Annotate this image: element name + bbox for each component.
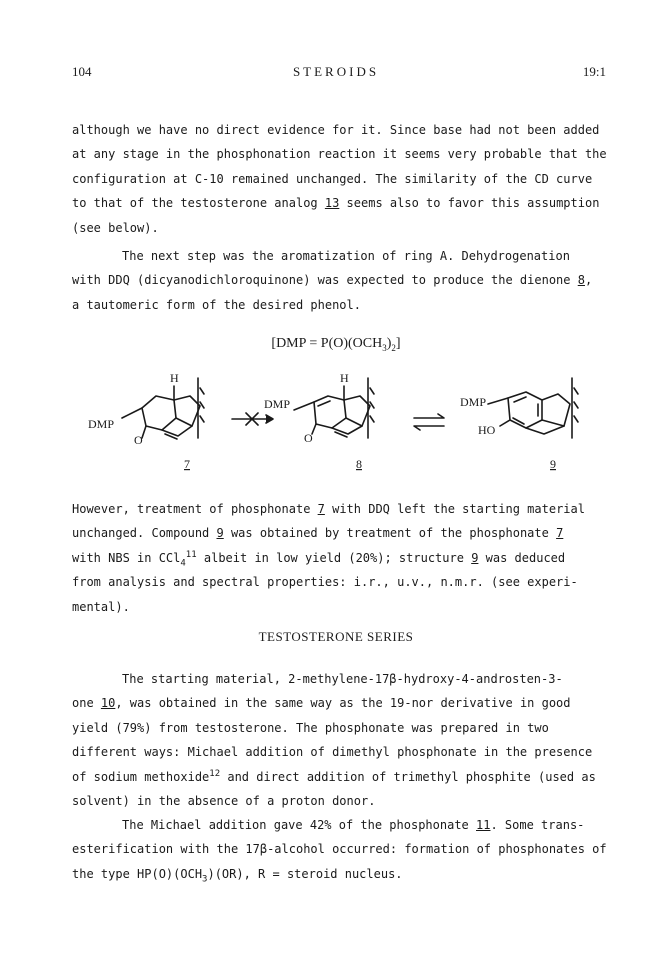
running-title: STEROIDS bbox=[292, 64, 380, 79]
dmp-definition: $[DMP = P(O)(OCH_3)_2]$ bbox=[271, 336, 401, 353]
text-line: unchanged. Compound 9 was obtained by treatment of the phosphonate 7 bbox=[72, 526, 564, 541]
text-line: from analysis and spectral properties: i.r., u.v., n.m.r. (see experi- bbox=[72, 575, 578, 590]
dmp-label: DMP bbox=[88, 417, 115, 431]
text-line: The next step was the aromatization of ring A. Dehydrogenation bbox=[122, 249, 570, 263]
equilibrium-arrows bbox=[414, 414, 444, 430]
text-line: a tautomeric form of the desired phenol. bbox=[72, 297, 361, 312]
oxygen-label: O bbox=[304, 431, 313, 445]
text-line: mental). bbox=[72, 599, 130, 614]
text-line: The Michael addition gave 42% of the phosphonate 11. Some trans- bbox=[122, 818, 585, 832]
structure-9 bbox=[488, 378, 578, 438]
text-line: configuration at C-10 remained unchanged. The similarity of the CD curve bbox=[72, 171, 593, 186]
text-line: (see below). bbox=[72, 220, 159, 235]
compound-ref: 7 bbox=[556, 526, 564, 541]
text-line: although we have no direct evidence for it. Since base had not been added bbox=[72, 123, 600, 137]
dmp-label: DMP bbox=[460, 395, 487, 409]
compound-ref: 10 bbox=[100, 696, 116, 711]
text-line: to that of the testosterone analog 13 seems also to favor this assumption bbox=[72, 196, 600, 211]
text-line: The starting material, 2-methylene-17β-hydroxy-4-androsten-3- bbox=[122, 672, 563, 686]
section-heading: TESTOSTERONE SERIES bbox=[258, 629, 414, 644]
reaction-scheme bbox=[80, 368, 600, 480]
text-line: esterification with the 17β-alcohol occurred: formation of phosphonates of bbox=[72, 842, 607, 857]
text-line: with NBS in CCl$_4^{11}$ albeit in low yield (20%); structure 9 was deduced bbox=[72, 549, 566, 569]
structure-7 bbox=[122, 378, 204, 439]
text-line: the type $HP(O)(OCH_3)(OR)$, R = steroid nucleus. bbox=[72, 866, 403, 885]
compound-ref: 9 bbox=[216, 526, 224, 541]
compound-label-8: 8 bbox=[356, 457, 362, 471]
compound-label-9: 9 bbox=[550, 457, 556, 471]
compound-ref: 9 bbox=[471, 550, 479, 565]
hydrogen-label: H bbox=[340, 371, 349, 385]
dmp-label: DMP bbox=[264, 397, 291, 411]
text-line: with DDQ (dicyanodichloroquinone) was expected to produce the dienone 8, bbox=[72, 273, 593, 288]
text-line: yield (79%) from testosterone. The phosphonate was prepared in two bbox=[72, 720, 549, 735]
page-number: 104 bbox=[72, 64, 92, 79]
compound-ref: 7 bbox=[317, 502, 325, 516]
paragraph-5 bbox=[72, 813, 612, 886]
text-line: However, treatment of phosphonate 7 with DDQ left the starting material bbox=[72, 502, 585, 516]
compound-ref: 11 bbox=[476, 818, 491, 832]
hydrogen-label: H bbox=[170, 371, 179, 385]
text-line: different ways: Michael addition of dimethyl phosphonate in the presence bbox=[72, 745, 593, 760]
structure-8 bbox=[294, 378, 374, 438]
text-line: solvent) in the absence of a proton donor. bbox=[72, 794, 376, 809]
text-line: one 10, was obtained in the same way as the 19-nor derivative in good bbox=[72, 696, 571, 711]
compound-label-7: 7 bbox=[184, 457, 190, 471]
paragraph-1 bbox=[72, 118, 612, 240]
citation-ref: 11 bbox=[185, 549, 197, 560]
volume-issue: 19:1 bbox=[582, 64, 606, 79]
oxygen-label: O bbox=[134, 433, 143, 447]
text-line: of sodium methoxide$^{12}$ and direct addition of trimethyl phosphite (used as bbox=[72, 768, 596, 784]
text-line: at any stage in the phosphonation reaction it seems very probable that the bbox=[72, 147, 607, 162]
compound-ref: 13 bbox=[324, 196, 340, 211]
paragraph-2 bbox=[72, 244, 612, 317]
citation-ref: 12 bbox=[209, 768, 221, 779]
blocked-reaction-arrow bbox=[232, 413, 273, 425]
hydroxy-label: HO bbox=[478, 423, 496, 437]
paragraph-4 bbox=[72, 667, 612, 813]
paragraph-3 bbox=[72, 497, 612, 619]
compound-ref: 8 bbox=[577, 273, 585, 288]
